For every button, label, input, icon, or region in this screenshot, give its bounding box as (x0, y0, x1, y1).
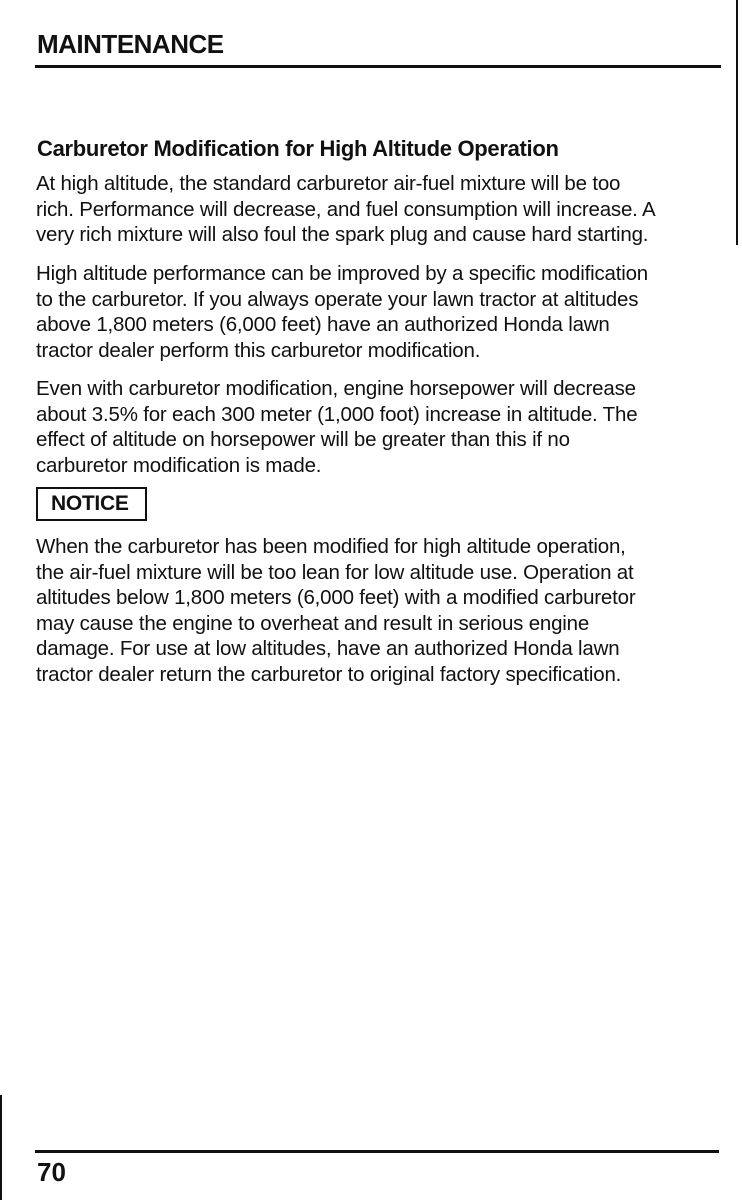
paragraph-line: above 1,800 meters (6,000 feet) have an authorized Honda lawn (36, 313, 610, 336)
article-heading: Carburetor Modification for High Altitude Operation (37, 136, 559, 161)
paragraph-line: rich. Performance will decrease, and fuel consumption will increase. A (36, 197, 656, 221)
notice-label: NOTICE (36, 487, 147, 521)
paragraph-line: effect of altitude on horsepower will be greater than this if no (36, 428, 570, 451)
paragraph-line: altitudes below 1,800 meters (6,000 feet) with a modified carburetor (36, 586, 636, 609)
paragraph-line: At high altitude, the standard carburetor air-fuel mixture will be too (36, 172, 621, 195)
paragraph-1 (36, 171, 726, 248)
paragraph-line: carburetor modification is made. (36, 453, 322, 477)
paragraph-line: about 3.5% for each 300 meter (1,000 foot) increase in altitude. The (36, 402, 638, 426)
paragraph-line: When the carburetor has been modified for high altitude operation, (36, 535, 626, 558)
page-number: 70 (37, 1157, 66, 1187)
paragraph-line: the air-fuel mixture will be too lean for low altitude use. Operation at (36, 560, 634, 584)
paragraph-line: very rich mixture will also foul the spark plug and cause hard starting. (36, 223, 649, 246)
paragraph-line: Even with carburetor modification, engine horsepower will decrease (36, 377, 636, 400)
paragraph-2 (36, 261, 726, 363)
right-edge-line (736, 0, 738, 245)
paragraph-line: may cause the engine to overheat and result in serious engine (36, 611, 590, 635)
section-title: MAINTENANCE (37, 29, 224, 59)
paragraph-line: tractor dealer perform this carburetor modification. (36, 338, 481, 362)
paragraph-line: tractor dealer return the carburetor to original factory specification. (36, 662, 622, 686)
paragraph-line: to the carburetor. If you always operate your lawn tractor at altitudes (36, 287, 639, 311)
notice-paragraph (36, 534, 726, 687)
paragraph-3 (36, 376, 726, 478)
paragraph-line: High altitude performance can be improved by a specific modification (36, 262, 648, 285)
footer-rule (35, 1150, 719, 1153)
header-rule (35, 65, 721, 68)
paragraph-line: damage. For use at low altitudes, have an authorized Honda lawn (36, 637, 620, 660)
left-edge-line (0, 1095, 2, 1200)
